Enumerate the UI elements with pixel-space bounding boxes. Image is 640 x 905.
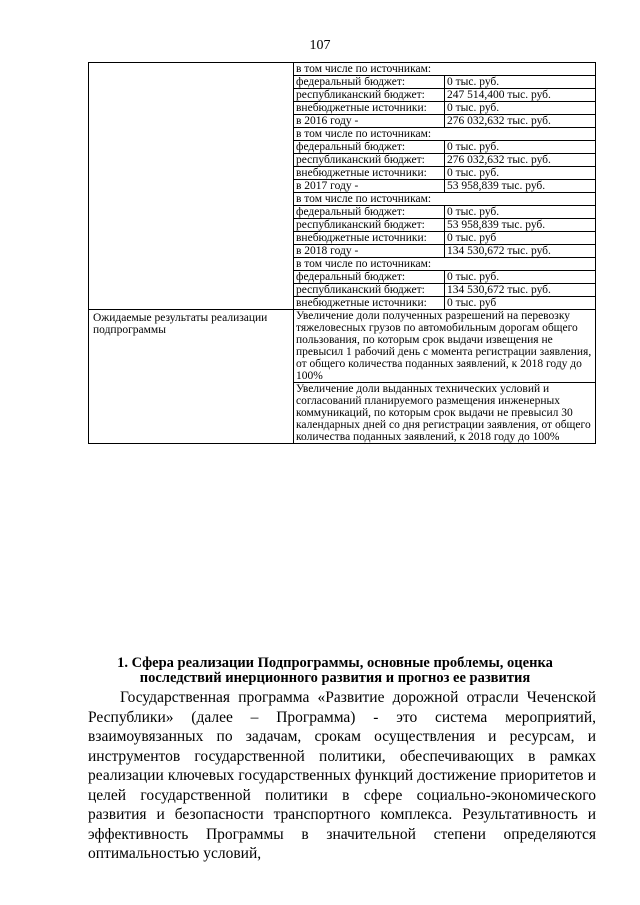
amount-cell: 53 958,839 тыс. руб.: [445, 219, 596, 232]
sub-heading-cell: в том числе по источникам:: [294, 193, 596, 206]
amount-cell: 0 тыс. руб.: [445, 76, 596, 89]
table-row: [89, 310, 596, 383]
amount-cell: 0 тыс. руб.: [445, 206, 596, 219]
amount-cell: 0 тыс. руб.: [445, 167, 596, 180]
table-row: [89, 63, 596, 76]
amount-cell: 0 тыс. руб.: [445, 141, 596, 154]
sub-heading-cell: в том числе по источникам:: [294, 128, 596, 141]
source-cell: федеральный бюджет:: [294, 76, 445, 89]
funding-label-cell: [89, 63, 294, 310]
amount-cell: 53 958,839 тыс. руб.: [445, 180, 596, 193]
amount-cell: 0 тыс. руб: [445, 232, 596, 245]
amount-cell: 276 032,632 тыс. руб.: [445, 115, 596, 128]
source-cell: внебюджетные источники:: [294, 167, 445, 180]
amount-cell: 134 530,672 тыс. руб.: [445, 245, 596, 258]
source-cell: республиканский бюджет:: [294, 284, 445, 297]
amount-cell: 0 тыс. руб.: [445, 271, 596, 284]
source-cell: в 2018 году -: [294, 245, 445, 258]
amount-cell: 134 530,672 тыс. руб.: [445, 284, 596, 297]
source-cell: республиканский бюджет:: [294, 154, 445, 167]
source-cell: федеральный бюджет:: [294, 141, 445, 154]
result-cell: Увеличение доли полученных разрешений на перевозку тяжеловесных грузов по автомобильным дорогам общего пользования, по которым срок выдачи извещения не превысил 1 рабочий день с момента регистрации заявления, от общего количества поданных заявлений, к 2018 году до 100%: [294, 310, 596, 383]
source-cell: внебюджетные источники:: [294, 102, 445, 115]
source-cell: республиканский бюджет:: [294, 89, 445, 102]
source-cell: федеральный бюджет:: [294, 271, 445, 284]
source-cell: в 2016 году -: [294, 115, 445, 128]
source-cell: внебюджетные источники:: [294, 232, 445, 245]
subprogram-passport-table: [88, 62, 596, 444]
page-number: 107: [309, 38, 331, 53]
section-heading: 1. Сфера реализации Подпрограммы, основные проблемы, оценка последствий инерционного развития и прогноз ее развития: [117, 655, 553, 686]
amount-cell: 247 514,400 тыс. руб.: [445, 89, 596, 102]
amount-cell: 276 032,632 тыс. руб.: [445, 154, 596, 167]
body-paragraph: Государственная программа «Развитие дорожной отрасли Чеченской Республики» (далее – Программа) - это система мероприятий, взаимоувязанных по задачам, срокам осуществления и ресурсам, и инструментов государственной политики, обеспечивающих в рамках реализации ключевых государственных функций достижение приоритетов и целей государственной политики в сфере социально-экономического развития и безопасности транспортного комплекса. Результативность и эффективность Программы в значительной степени определяются оптимальностью условий,: [88, 689, 596, 862]
result-cell: Увеличение доли выданных технических условий и согласований планируемого размещения инженерных коммуникаций, по которым срок выдачи не превысил 30 календарных дней со дня регистрации заявления, от общего количества поданных заявлений, к 2018 году до 100%: [294, 383, 596, 444]
results-label-cell: Ожидаемые результаты реализации подпрограммы: [89, 310, 294, 444]
source-cell: внебюджетные источники:: [294, 297, 445, 310]
amount-cell: 0 тыс. руб: [445, 297, 596, 310]
amount-cell: 0 тыс. руб.: [445, 102, 596, 115]
source-cell: республиканский бюджет:: [294, 219, 445, 232]
sub-heading-cell: в том числе по источникам:: [294, 63, 596, 76]
source-cell: в 2017 году -: [294, 180, 445, 193]
source-cell: федеральный бюджет:: [294, 206, 445, 219]
sub-heading-cell: в том числе по источникам:: [294, 258, 596, 271]
body-text: [88, 688, 596, 864]
